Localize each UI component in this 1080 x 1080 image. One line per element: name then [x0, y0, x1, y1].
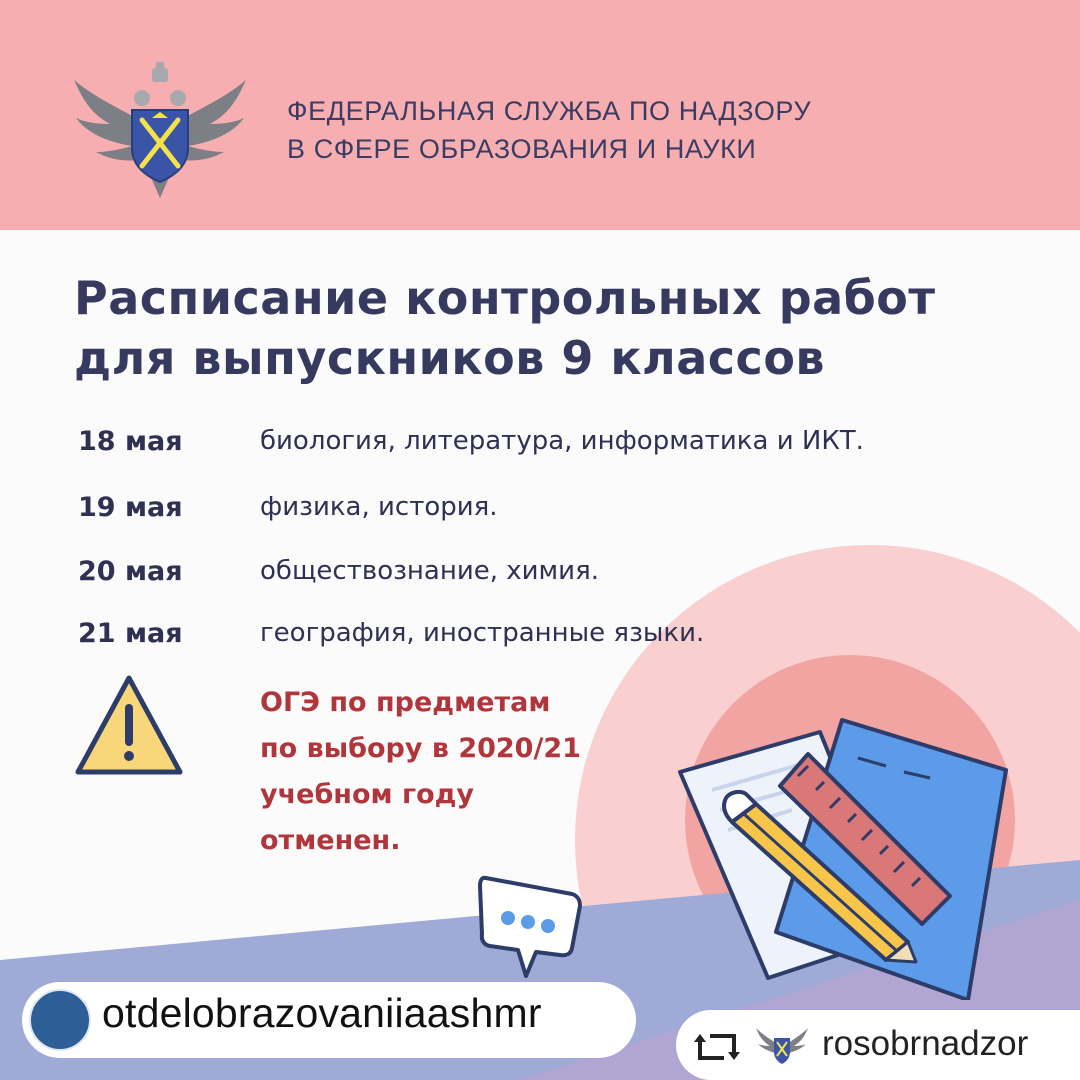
schedule-date: 21 мая: [78, 618, 183, 649]
notice-line-3: учебном году: [260, 779, 475, 810]
schedule-subjects: физика, история.: [260, 492, 498, 522]
repost-icon: [694, 1030, 740, 1064]
chat-bubble-icon: [476, 866, 586, 986]
warning-icon: [72, 672, 186, 778]
org-line-2: В СФЕРЕ ОБРАЗОВАНИЯ И НАУКИ: [287, 134, 757, 164]
schedule-date: 18 мая: [78, 426, 183, 457]
notice-line-2: по выбору в 2020/21: [260, 733, 581, 764]
avatar-logo-text: [35, 999, 89, 1004]
schedule-subjects: обществознание, химия.: [260, 556, 599, 586]
notice-line-1: ОГЭ по предметам: [260, 687, 551, 718]
organization-name: [287, 92, 811, 168]
title-line-1: Расписание контрольных работ: [74, 271, 936, 325]
eagle-emblem-icon: [70, 62, 250, 200]
cancellation-notice: [260, 680, 581, 864]
original-account-emblem-icon: [756, 1024, 808, 1066]
schedule-subjects: биология, литература, информатика и ИКТ.: [260, 426, 864, 456]
avatar[interactable]: [29, 989, 91, 1051]
page-title: [74, 268, 936, 388]
notebook-illustration: [672, 714, 1032, 1000]
notice-line-4: отменен.: [260, 825, 401, 856]
source-username[interactable]: otdelobrazovaniiaashmr: [102, 990, 542, 1036]
schedule-date: 19 мая: [78, 492, 183, 523]
title-line-2: для выпускников 9 классов: [74, 331, 826, 385]
schedule-subjects: география, иностранные языки.: [260, 618, 705, 648]
org-line-1: ФЕДЕРАЛЬНАЯ СЛУЖБА ПО НАДЗОРУ: [287, 96, 812, 126]
schedule-date: 20 мая: [78, 556, 183, 587]
original-username[interactable]: rosobrnadzor: [822, 1024, 1029, 1063]
